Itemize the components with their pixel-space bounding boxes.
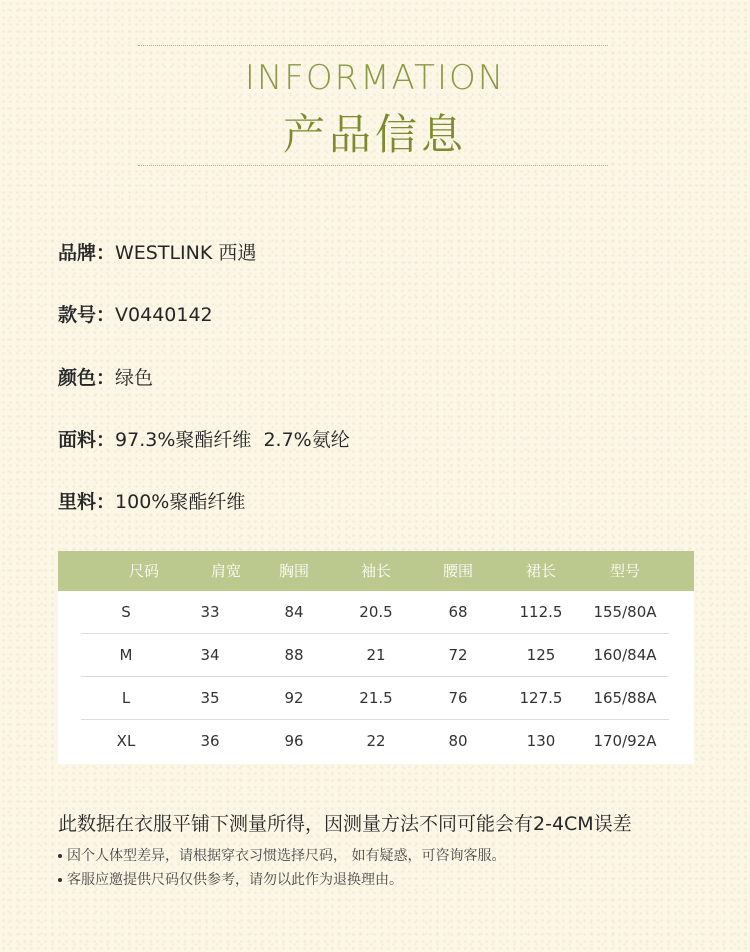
table-cell: 76 <box>448 689 468 707</box>
table-cell: 72 <box>448 646 468 664</box>
info-label: 面料： <box>58 429 116 451</box>
header-cell: 裙长 <box>525 562 556 580</box>
table-cell: XL <box>116 732 136 750</box>
table-cell: 96 <box>284 732 304 750</box>
info-fabric <box>58 425 350 452</box>
size-table <box>58 551 694 764</box>
table-cell: 127.5 <box>519 689 563 707</box>
info-lining <box>58 487 245 514</box>
list-item <box>58 868 505 892</box>
info-label: 品牌： <box>58 242 116 264</box>
table-cell: 68 <box>448 603 468 621</box>
title-chinese: 产品信息 <box>282 110 467 159</box>
header-cell: 型号 <box>609 562 640 580</box>
measurement-note: 此数据在衣服平铺下测量所得，因测量方法不同可能会有2-4CM误差 <box>58 813 632 835</box>
table-cell: 21.5 <box>359 689 393 707</box>
note-list <box>58 844 505 892</box>
table-cell: M <box>119 646 133 664</box>
table-cell: 88 <box>284 646 304 664</box>
table-cell: 35 <box>200 689 220 707</box>
table-row <box>58 720 694 763</box>
bullet-icon <box>58 878 62 882</box>
table-cell: 34 <box>200 646 220 664</box>
header-cell: 腰围 <box>442 562 473 580</box>
info-label: 里料： <box>58 491 116 513</box>
info-value: WESTLINK 西遇 <box>115 242 257 264</box>
table-cell: 155/80A <box>593 603 657 621</box>
top-divider <box>138 45 608 46</box>
header-cell: 肩宽 <box>210 562 241 580</box>
info-value: 97.3%聚酯纤维 2.7%氨纶 <box>115 429 350 451</box>
list-item <box>58 844 505 868</box>
table-cell: 92 <box>284 689 304 707</box>
table-cell: 21 <box>366 646 386 664</box>
table-cell: 80 <box>448 732 468 750</box>
bullet-icon <box>58 854 62 858</box>
table-cell: 130 <box>526 732 556 750</box>
info-color <box>58 363 153 390</box>
info-value: V0440142 <box>115 304 213 326</box>
table-row <box>58 677 694 720</box>
info-value: 绿色 <box>115 367 154 389</box>
info-value: 100%聚酯纤维 <box>115 491 246 513</box>
info-brand <box>58 238 256 265</box>
table-cell: 33 <box>200 603 220 621</box>
size-table-header <box>58 551 694 591</box>
table-cell: 165/88A <box>593 689 657 707</box>
table-cell: 84 <box>284 603 304 621</box>
table-cell: L <box>121 689 131 707</box>
table-cell: 22 <box>366 732 386 750</box>
info-label: 款号： <box>58 304 116 326</box>
table-cell: 20.5 <box>359 603 393 621</box>
title-english: INFORMATION <box>244 58 506 98</box>
table-cell: 170/92A <box>593 732 657 750</box>
table-row <box>58 591 694 634</box>
table-row <box>58 634 694 677</box>
table-cell: 112.5 <box>519 603 563 621</box>
note-text: 因个人体型差异，请根据穿衣习惯选择尺码， 如有疑惑，可咨询客服。 <box>67 848 506 864</box>
bottom-divider <box>138 165 608 166</box>
table-cell: 36 <box>200 732 220 750</box>
header-cell: 尺码 <box>128 562 159 580</box>
note-text: 客服应邀提供尺码仅供参考，请勿以此作为退换理由。 <box>67 872 403 888</box>
header-cell: 袖长 <box>360 562 391 580</box>
table-cell: 125 <box>526 646 556 664</box>
info-style-number <box>58 300 213 327</box>
info-label: 颜色： <box>58 367 116 389</box>
table-cell: 160/84A <box>593 646 657 664</box>
header-cell: 胸围 <box>278 562 309 580</box>
table-cell: S <box>121 603 131 621</box>
